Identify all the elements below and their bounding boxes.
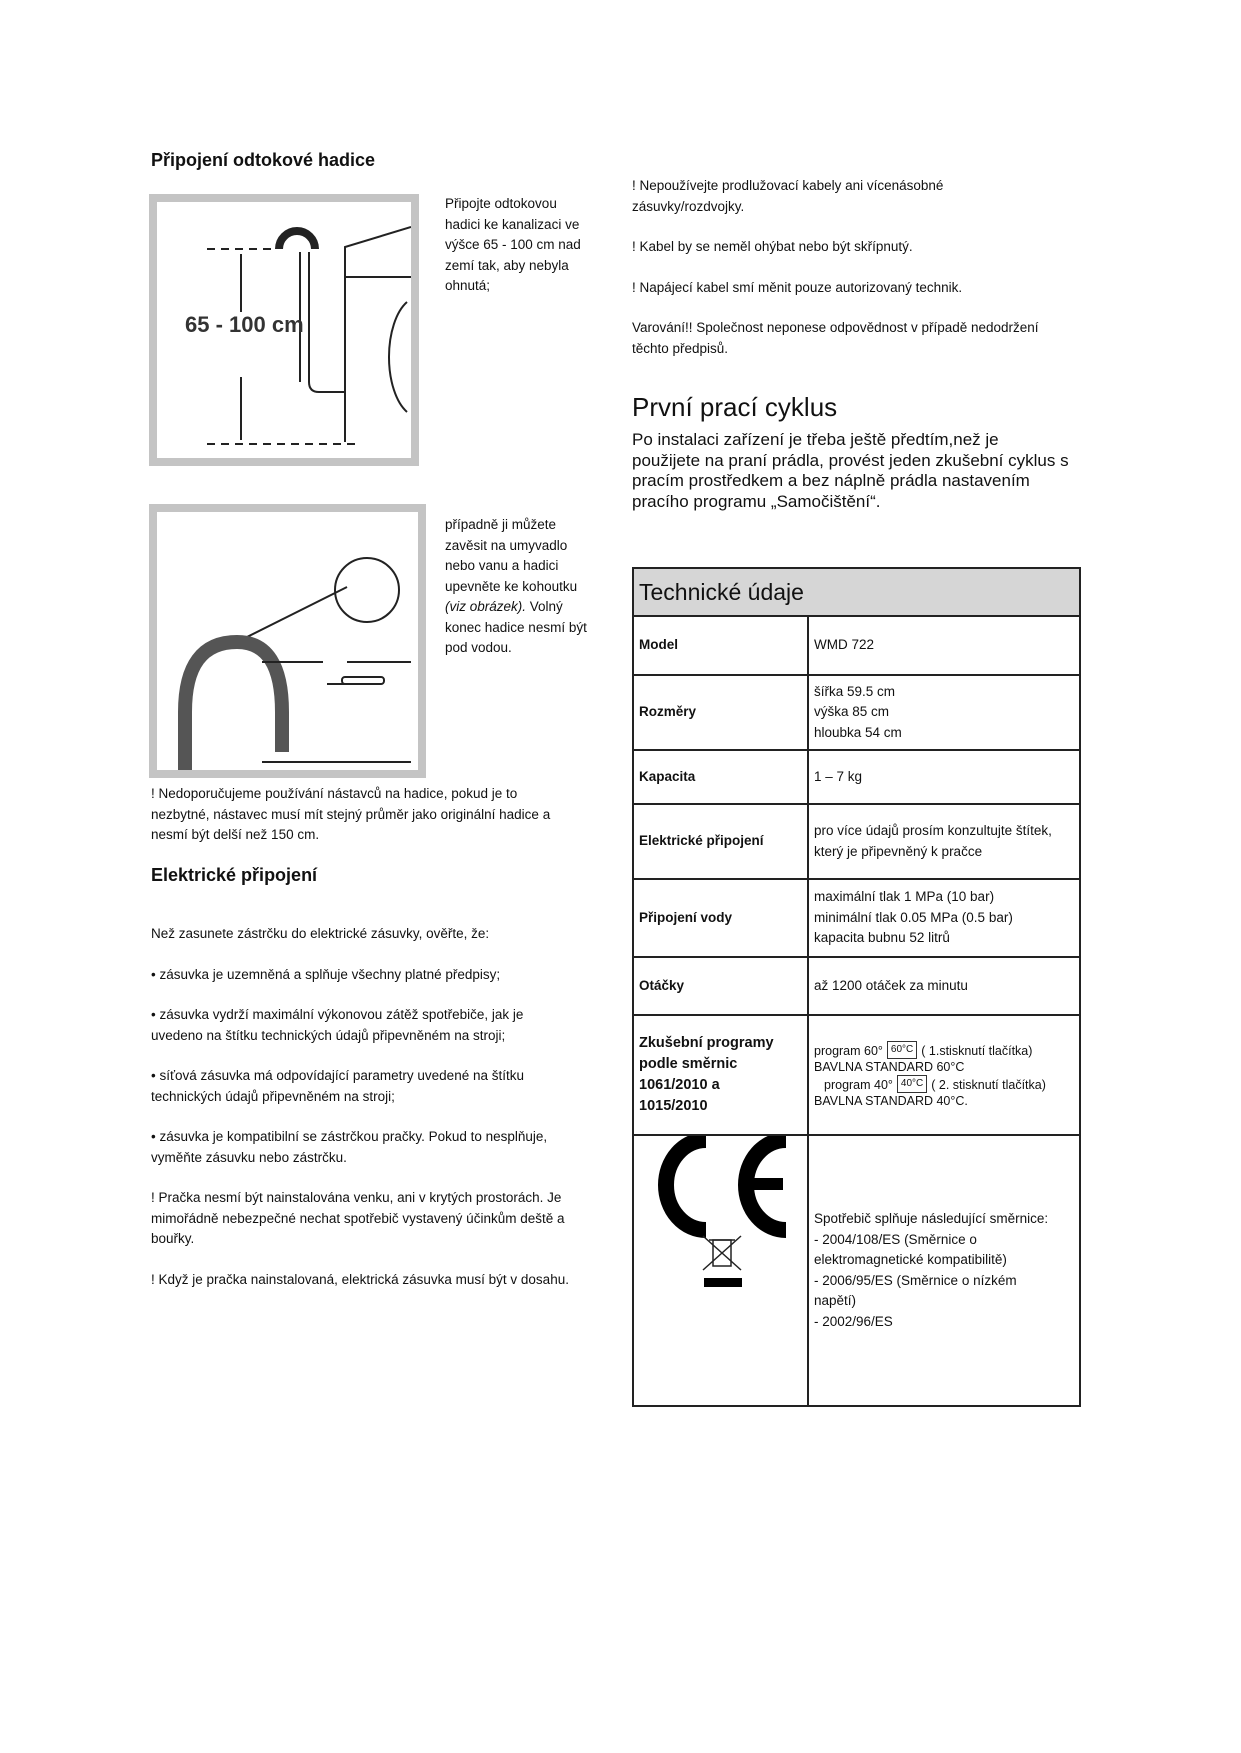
bullet-item: vyměňte zásuvku nebo zástrčku. (151, 1149, 347, 1165)
directive-line: Spotřebič splňuje následující směrnice: (814, 1211, 1049, 1226)
fig1-text-line: výšce 65 - 100 cm nad (445, 237, 581, 252)
note-line: ! Nepoužívejte prodlužovací kabely ani vícenásobné (632, 178, 944, 193)
note-line: nesmí být delší než 150 cm. (151, 827, 320, 842)
row-value: 1 – 7 kg (814, 768, 863, 784)
washing-machine-drain-illustration (157, 202, 411, 458)
program-name: BAVLNA STANDARD 60°C (814, 1060, 965, 1074)
table-row-test-programs (633, 1015, 1080, 1135)
figure-reference: (viz obrázek). (445, 599, 527, 614)
row-value: minimální tlak 0.05 MPa (0.5 bar) (814, 909, 1013, 925)
program-label: program 60° (814, 1044, 883, 1058)
bullet-item: • zásuvka je uzemněná a splňuje všechny platné předpisy; (151, 966, 501, 982)
temp-60-icon: 60°C (887, 1041, 917, 1059)
row-key: Připojení vody (633, 879, 808, 957)
row-value: až 1200 otáček za minutu (814, 977, 968, 993)
bullet-item: uvedeno na štítku technických údajů připevněném na stroji; (151, 1027, 506, 1043)
row-value: hloubka 54 cm (814, 724, 902, 740)
button-press-note: ( 1.stisknutí tlačítka) (921, 1044, 1033, 1058)
technical-data-table (632, 567, 1081, 1407)
table-row (633, 879, 1080, 957)
directive-line: - 2004/108/ES (Směrnice o (814, 1231, 977, 1247)
row-key: Model (633, 616, 808, 675)
electric-heading: Elektrické připojení (151, 865, 318, 885)
note-line: nezbytné, nástavec musí mít stejný průměr jako originální hadice a (151, 806, 551, 822)
electric-section (151, 924, 569, 1290)
fig1-text-line: hadici ke kanalizaci ve (445, 216, 580, 232)
weee-bin-icon (703, 1236, 741, 1270)
directive-line: elektromagnetické kompatibilitě) (814, 1252, 1007, 1267)
note-line: ! Nedoporučujeme používání nástavců na hadice, pokud je to (151, 786, 518, 801)
drain-height-figure (149, 194, 419, 466)
table-row (633, 750, 1080, 804)
extension-note (151, 784, 550, 846)
program-name: BAVLNA STANDARD 40°C. (814, 1094, 968, 1108)
row-value: maximální tlak 1 MPa (10 bar) (814, 889, 995, 905)
sink-hose-figure (149, 504, 426, 778)
row-value: který je připevněný k pračce (814, 843, 983, 859)
row-key: 1061/2010 a (639, 1077, 720, 1093)
drain-hose-heading: Připojení odtokové hadice (151, 150, 376, 170)
row-key: Otáčky (633, 957, 808, 1015)
directive-line: - 2002/96/ES (814, 1313, 893, 1329)
fig2-text-line: upevněte ke kohoutku (445, 578, 578, 594)
row-value: pro více údajů prosím konzultujte štítek, (814, 823, 1052, 838)
table-row (633, 804, 1080, 879)
fig1-text-line: Připojte odtokovou (445, 196, 557, 211)
fig1-text-line: zemí tak, aby nebyla (445, 257, 569, 273)
bullet-item: • zásuvka je kompatibilní se zástrčkou pračky. Pokud to nesplňuje, (151, 1129, 548, 1144)
intro-text: Než zasunete zástrčku do elektrické zásuvky, ověřte, že: (151, 926, 490, 941)
row-value: výška 85 cm (814, 704, 890, 720)
note-line: ! Kabel by se neměl ohýbat nebo být skřípnutý. (632, 239, 913, 254)
cycle-line: pracího programu „Samočištění“. (632, 491, 881, 511)
table-row-compliance (633, 1135, 1080, 1406)
temp-40-icon: 40°C (897, 1075, 927, 1093)
sink-tap-illustration (157, 512, 418, 770)
row-key: Elektrické připojení (633, 804, 808, 879)
warning-line: bouřky. (151, 1231, 195, 1246)
cycle-line: použijete na praní prádla, provést jeden zkušební cyklus s (632, 450, 1069, 470)
warning-line: ! Pračka nesmí být nainstalována venku, ani v krytých prostorách. Je (151, 1190, 562, 1205)
first-cycle-text (632, 430, 1069, 512)
table-title: Technické údaje (633, 568, 1080, 616)
row-key: Kapacita (633, 750, 808, 804)
row-key: 1015/2010 (639, 1098, 708, 1114)
note-line: Varování!! Společnost neponese odpovědnost v případě nedodržení (632, 320, 1039, 335)
warning-line: mimořádně nebezpečné nechat spotřebič vystavený účinkům deště a (151, 1210, 565, 1226)
bullet-item: • zásuvka vydrží maximální výkonovou zátěž spotřebiče, jak je (151, 1007, 524, 1022)
cycle-line: pracím prostředkem a bez náplně prádla nastavením (632, 471, 1030, 490)
note-line: ! Napájecí kabel smí měnit pouze autorizovaný technik. (632, 279, 963, 295)
row-key: podle směrnic (639, 1056, 738, 1072)
program-label: program 40° (824, 1078, 893, 1092)
fig2-text-line: Volný (526, 599, 563, 614)
fig2-text-line: nebo vanu a hadici (445, 558, 559, 573)
table-row (633, 957, 1080, 1015)
cycle-line: Po instalaci zařízení je třeba ještě předtím,než je (632, 430, 999, 449)
table-row (633, 675, 1080, 750)
warning-line: ! Když je pračka nainstalovaná, elektrická zásuvka musí být v dosahu. (151, 1271, 569, 1287)
row-key: Zkušební programy (639, 1035, 774, 1051)
cable-notes (632, 176, 1039, 359)
ce-mark-icon (651, 1136, 791, 1296)
row-key: Rozměry (633, 675, 808, 750)
first-cycle-heading: První prací cyklus (632, 392, 838, 422)
row-value: kapacita bubnu 52 litrů (814, 930, 950, 946)
fig2-text-line: případně ji můžete (445, 517, 557, 532)
bullet-item: • síťová zásuvka má odpovídající parametry uvedené na štítku (151, 1068, 524, 1083)
note-line: zásuvky/rozdvojky. (632, 198, 745, 214)
directive-line: - 2006/95/ES (Směrnice o nízkém (814, 1272, 1017, 1288)
table-row (633, 616, 1080, 675)
button-press-note: ( 2. stisknutí tlačítka) (931, 1078, 1046, 1092)
bullet-item: technických údajů připevněném na stroji; (151, 1088, 395, 1104)
fig2-text-line: konec hadice nesmí být (445, 619, 587, 635)
row-value: šířka 59.5 cm (814, 683, 896, 699)
note-line: těchto předpisů. (632, 340, 729, 356)
height-label: 65 - 100 cm (185, 312, 304, 337)
row-value: WMD 722 (814, 637, 875, 653)
directive-line: napětí) (814, 1293, 857, 1308)
fig2-text-line: zavěsit na umyvadlo (445, 537, 568, 553)
fig1-text-line: ohnutá; (445, 278, 491, 293)
fig2-text-line: pod vodou. (445, 640, 512, 655)
